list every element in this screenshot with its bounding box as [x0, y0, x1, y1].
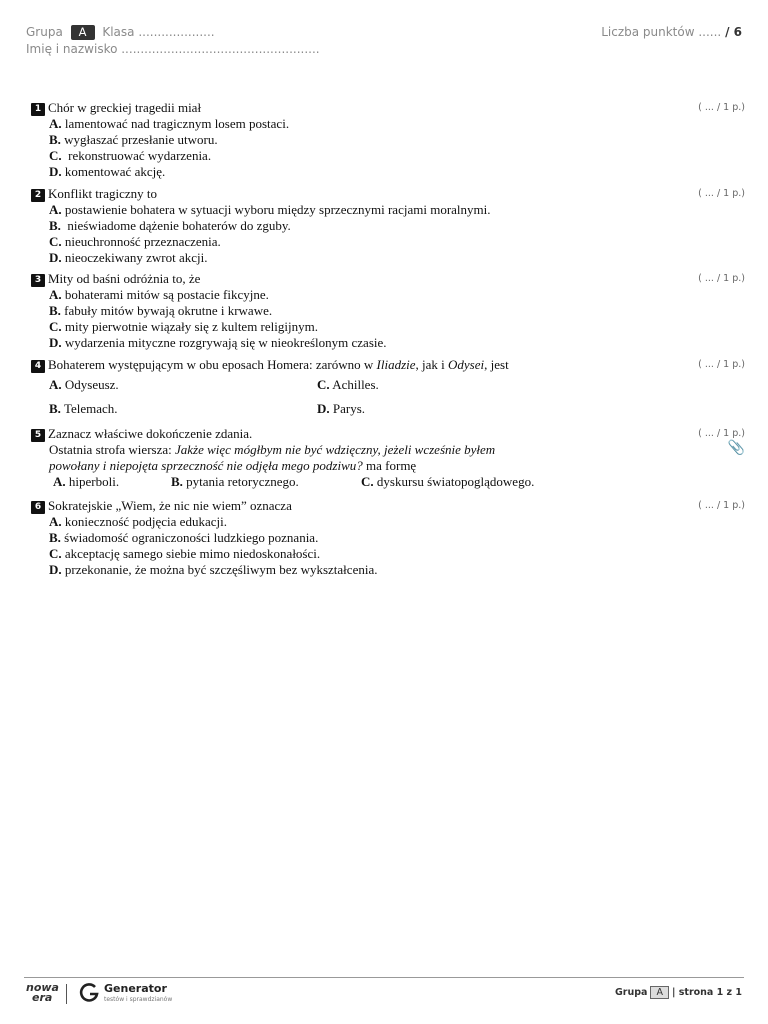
answer-option[interactable]: D. nieoczekiwany zwrot akcji. — [49, 250, 208, 265]
question-text-start: Bohaterem występującym w obu eposach Homera: zarówno w — [48, 357, 377, 372]
answer-option[interactable]: A. hiperboli. — [53, 474, 120, 489]
answer-option[interactable]: B. Telemach. — [49, 401, 118, 416]
group-label: Grupa — [26, 25, 63, 39]
nowa-era-logo: nowa era — [26, 981, 59, 1004]
answer-option[interactable]: A. bohaterami mitów są postacie fikcyjne. — [49, 287, 269, 302]
work-title-odyssey: Odysei — [448, 357, 485, 372]
answer-option[interactable]: D. Parys. — [317, 401, 366, 416]
question-number: 5 — [31, 429, 45, 442]
answer-option[interactable]: D. przekonanie, że można być szczęśliwym bez wykształcenia. — [49, 562, 378, 577]
answer-option[interactable]: B. świadomość ograniczoności ludzkiego poznania. — [49, 530, 319, 545]
question-points: ( ... / 1 p.) — [698, 500, 745, 511]
answer-option[interactable]: A. Odyseusz. — [49, 377, 119, 392]
question-number: 6 — [31, 501, 45, 514]
answer-option[interactable]: B. fabuły mitów bywają okrutne i krwawe. — [49, 303, 273, 318]
question-points: ( ... / 1 p.) — [698, 188, 745, 199]
page-number: | strona 1 z 1 — [671, 987, 742, 998]
answer-option[interactable]: D. wydarzenia mityczne rozgrywają się w nieokreślonym czasie. — [49, 335, 387, 350]
answer-option[interactable]: C. nieuchronność przeznaczenia. — [49, 234, 221, 249]
answer-option[interactable]: B. pytania retorycznego. — [171, 474, 299, 489]
poem-quote: Jakże więc mógłbym nie być wdzięczny, jeżeli wcześnie byłem — [174, 442, 496, 457]
question-3 — [31, 271, 745, 351]
question-points: ( ... / 1 p.) — [698, 273, 745, 284]
question-1 — [31, 100, 745, 180]
question-text: Sokratejskie „Wiem, że nic nie wiem” oznacza — [48, 498, 292, 513]
points-total: / 6 — [725, 25, 742, 39]
question-text: Mity od baśni odróżnia to, że — [48, 271, 201, 286]
question-text: Zaznacz właściwe dokończenie zdania. — [48, 426, 253, 441]
question-number: 3 — [31, 274, 45, 287]
poem-quote: powołany i niepojęta sprzeczność nie odjęła mego podziwu? — [49, 458, 363, 473]
points-label: Liczba punktów ...... — [601, 25, 722, 39]
question-4: ( ... / 1 p.) 4 Bohaterem występującym w obu eposach Homera: zarówno w Iliadzie, jak i Odysei, jest A. Odyseusz. C. Achilles. B. Telemach. D. Parys. — [31, 357, 745, 417]
question-text: Konflikt tragiczny to — [48, 186, 158, 201]
question-5: ( ... / 1 p.) 📎 5 Zaznacz właściwe dokończenie zdania. Ostatnia strofa wiersza: Jakże więc mógłbym nie być wdzięczny, jeżeli wcześnie byłem powołany i niepojęta sprzeczność nie odjęła mego podziwu? ma formę A. hiperboli. B. pytania retorycznego. C. dyskursu światopoglądowego. — [31, 426, 745, 490]
work-title-iliad: Iliadzie — [376, 357, 416, 372]
name-field: Imię i nazwisko .................................................... — [26, 42, 320, 56]
paperclip-icon[interactable]: 📎 — [727, 440, 745, 456]
question-text: Chór w greckiej tragedii miał — [48, 100, 202, 115]
logo-separator — [66, 984, 67, 1004]
answer-option[interactable]: C. rekonstruować wydarzenia. — [49, 148, 212, 163]
question-points: ( ... / 1 p.) — [698, 102, 745, 113]
answer-option[interactable]: D. komentować akcję. — [49, 164, 166, 179]
answer-option[interactable]: A. postawienie bohatera w sytuacji wyboru między sprzecznymi racjami moralnymi. — [49, 202, 491, 217]
generator-subtitle: testów i sprawdzianów — [104, 996, 173, 1003]
group-badge: A — [71, 25, 95, 40]
answer-option[interactable]: A. lamentować nad tragicznym losem postaci. — [49, 116, 290, 131]
answer-option[interactable]: A. konieczność podjęcia edukacji. — [49, 514, 227, 529]
answer-option[interactable]: C. mity pierwotnie wiązały się z kultem religijnym. — [49, 319, 318, 334]
question-2 — [31, 186, 745, 266]
answer-option[interactable]: B. wygłaszać przesłanie utworu. — [49, 132, 218, 147]
question-number: 4 — [31, 360, 45, 373]
answer-option[interactable]: C. akceptację samego siebie mimo niedoskonałości. — [49, 546, 321, 561]
generator-title: Generator — [104, 982, 167, 995]
question-points: ( ... / 1 p.) — [698, 428, 745, 439]
question-6 — [31, 498, 745, 578]
student-info — [26, 24, 320, 58]
answer-option[interactable]: C. Achilles. — [317, 377, 379, 392]
footer-group-badge: A — [650, 986, 669, 999]
footer-divider — [24, 977, 744, 978]
answer-option[interactable]: B. nieświadome dążenie bohaterów do zguby. — [49, 218, 291, 233]
answer-option[interactable]: C. dyskursu światopoglądowego. — [361, 474, 535, 489]
class-field: Klasa .................... — [102, 25, 215, 39]
question-points: ( ... / 1 p.) — [698, 359, 745, 370]
question-number: 2 — [31, 189, 45, 202]
footer-page-info: Grupa A | strona 1 z 1 — [615, 987, 742, 998]
question-number: 1 — [31, 103, 45, 116]
points-summary — [601, 24, 742, 41]
generator-logo-icon — [78, 982, 100, 1004]
